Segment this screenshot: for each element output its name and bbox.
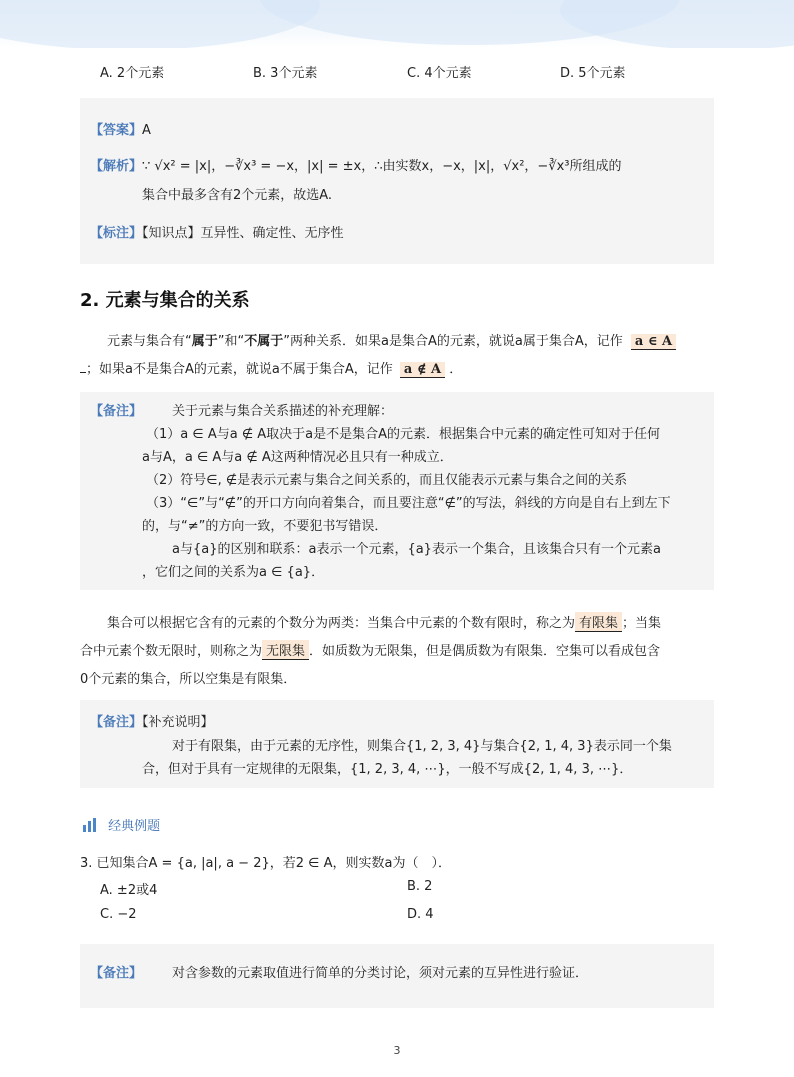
page-header-banner	[0, 0, 794, 48]
question-3: 3. 已知集合A = {a, |a|, a − 2}，若2 ∈ A，则实数a为（ ）．	[80, 856, 451, 871]
fill-blank-belongs: a ∈ A	[631, 334, 676, 350]
remark-box-1	[80, 392, 714, 590]
remark2-line-2: 合，但对于具有一定规律的无限集，{1, 2, 3, 4, ⋯}，一般不写成{2, 1, 4, 3, ⋯}．	[142, 762, 633, 777]
q3-option-a: A. ±2或4	[100, 883, 158, 898]
fill-blank-infinite: 无限集	[262, 640, 309, 660]
option-c: C. 4个元素	[407, 66, 472, 81]
remark-line-6: a与{a}的区别和联系：a表示一个元素，{a}表示一个集合，且该集合只有一个元素a	[172, 542, 661, 557]
remark3-text: 对含参数的元素取值进行简单的分类讨论，须对元素的互异性进行验证．	[172, 966, 589, 981]
analysis-line-2: 集合中最多含有2个元素，故选A.	[142, 188, 333, 203]
remark-intro: 关于元素与集合关系描述的补充理解：	[172, 404, 394, 419]
relation-paragraph-line-1: 元素与集合有“属于”和“不属于”两种关系．如果a是集合A的元素，就说a属于集合A，记作 a ∈ A	[107, 330, 676, 350]
q3-option-d: D. 4	[407, 907, 434, 922]
analysis-line-1: ∵ √x² = |x|，−∛x³ = −x，|x| = ±x，∴由实数x，−x，|x|，√x²，−∛x³所组成的	[142, 159, 622, 174]
page-number: 3	[393, 1044, 401, 1057]
remark-tag: 【备注】	[90, 715, 143, 730]
option-a: A. 2个元素	[100, 66, 165, 81]
relation-paragraph-line-2: ；如果a不是集合A的元素，就说a不属于集合A，记作 a ∉ A ．	[80, 358, 462, 378]
remark-box-3	[80, 944, 714, 1008]
fill-blank-not-belongs: a ∉ A	[400, 362, 445, 378]
analysis-tag: 【解析】	[90, 159, 143, 174]
remark-line-1: （1）a ∈ A与a ∉ A取决于a是不是集合A的元素．根据集合中元素的确定性可知对于任何	[146, 427, 661, 442]
remark2-line-1: 对于有限集，由于元素的无序性，则集合{1, 2, 3, 4}与集合{2, 1, 4, 3}表示同一个集	[172, 739, 672, 754]
note-text: 【知识点】互异性、确定性、无序性	[142, 226, 344, 241]
examples-label: 经典例题	[82, 815, 160, 834]
finite-paragraph-line-1: 集合可以根据它含有的元素的个数分为两类：当集合中元素的个数有限时，称之为 有限集 ；当集	[107, 612, 661, 632]
finite-paragraph-line-3: 0个元素的集合，所以空集是有限集．	[80, 672, 297, 687]
q3-option-b: B. 2	[407, 879, 433, 894]
option-b: B. 3个元素	[253, 66, 318, 81]
q3-option-c: C. −2	[100, 907, 137, 922]
fill-blank-finite: 有限集	[575, 612, 622, 632]
note-tag: 【标注】	[90, 226, 143, 241]
remark-line-7: ，它们之间的关系为a ∈ {a}．	[142, 565, 325, 580]
answer-tag: 【答案】	[90, 123, 143, 138]
remark-line-5: 的，与“≠”的方向一致，不要犯书写错误．	[142, 519, 388, 534]
remark-tag: 【备注】	[90, 966, 143, 981]
remark-box-2	[80, 700, 714, 788]
remark-line-2: a与A，a ∈ A与a ∉ A这两种情况必且只有一种成立．	[142, 450, 453, 465]
remark-tag: 【备注】	[90, 404, 143, 419]
not-belongs-term: 不属于	[244, 334, 284, 349]
remark-line-4: （3）“∈”与“∉”的开口方向向着集合，而且要注意“∉”的写法，斜线的方向是自右上到左下	[146, 496, 671, 511]
answer-box	[80, 98, 714, 264]
finite-paragraph-line-2: 合中元素个数无限时，则称之为 无限集 ．如质数为无限集，但是偶质数为有限集．空集可以看成包含	[80, 640, 660, 660]
option-d: D. 5个元素	[560, 66, 626, 81]
bar-chart-icon	[82, 818, 98, 832]
section-heading: 2. 元素与集合的关系	[80, 290, 250, 311]
answer-value: A	[142, 123, 151, 138]
belongs-term: 属于	[191, 334, 218, 349]
remark-title: 【补充说明】	[142, 715, 214, 730]
remark-line-3: （2）符号∈, ∉是表示元素与集合之间关系的，而且仅能表示元素与集合之间的关系	[146, 473, 628, 488]
